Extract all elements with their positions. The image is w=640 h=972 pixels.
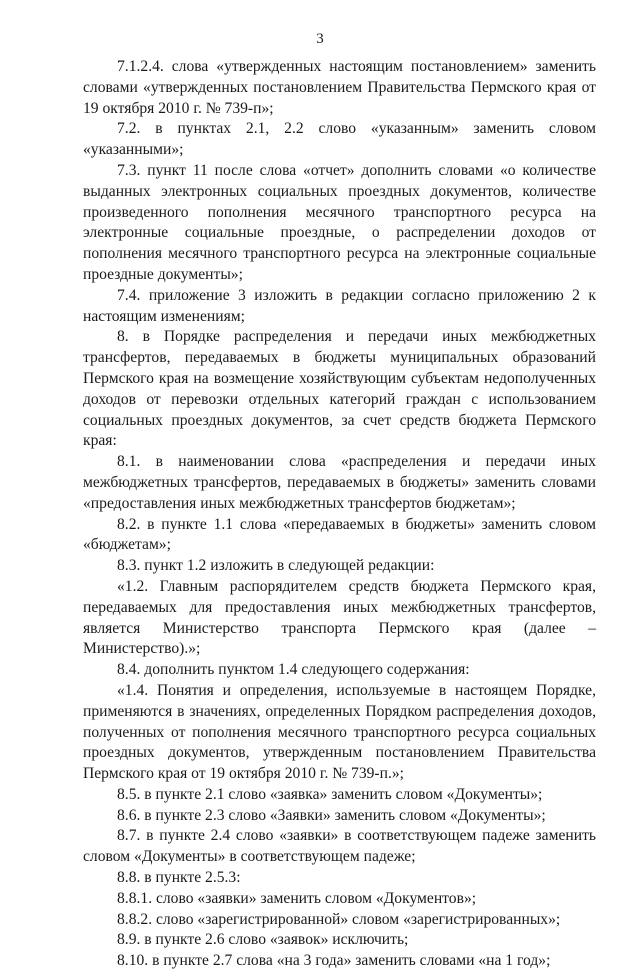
paragraph-8-9: 8.9. в пункте 2.6 слово «заявок» исключить; — [117, 931, 409, 949]
paragraph-8-5: 8.5. в пункте 2.1 слово «заявка» заменить словом «Документы»; — [117, 785, 543, 803]
paragraph-quote-1-2: «1.2. Главным распорядителем средств бюджета Пермского края, передаваемых для предоставления иных межбюджетных трансфертов, является Министерство транспорта Пермского края (далее – Министерство).»; — [83, 577, 596, 658]
paragraph-7-2: 7.2. в пунктах 2.1, 2.2 слово «указанным» заменить словом «указанными»; — [83, 120, 596, 159]
paragraph-8-8-1: 8.8.1. слово «заявки» заменить словом «Документов»; — [117, 889, 477, 907]
paragraph-8-1: 8.1. в наименовании слова «распределения и передачи иных межбюджетных трансфертов, передаваемых в бюджеты» заменить словами «предоставления иных межбюджетных трансфертов бюджетам»; — [83, 453, 596, 512]
paragraph-8-2: 8.2. в пункте 1.1 слова «передаваемых в бюджеты» заменить словом «бюджетам»; — [83, 515, 596, 554]
paragraph-quote-1-4: «1.4. Понятия и определения, используемые в настоящем Порядке, применяются в значениях, определенных Порядком распределения доходов, полученных от пополнения месячного транспортного ресурса социальных проездных документов, утвержденным постановлением Правительства Пермского края от 19 октября 2010 г. № 739-п.»; — [83, 681, 596, 783]
paragraph-8-10: 8.10. в пункте 2.7 слова «на 3 года» заменить словами «на 1 год»; — [117, 952, 551, 970]
paragraph-8-3: 8.3. пункт 1.2 изложить в следующей редакции: — [117, 557, 435, 575]
paragraph-8-8: 8.8. в пункте 2.5.3: — [117, 869, 241, 887]
paragraph-8-4: 8.4. дополнить пунктом 1.4 следующего содержания: — [117, 661, 470, 679]
paragraph-7-1-2-4: 7.1.2.4. слова «утвержденных настоящим постановлением» заменить словами «утвержденных постановлением Правительства Пермского края от 19 октября 2010 г. № 739-п»; — [83, 58, 596, 117]
paragraph-8: 8. в Порядке распределения и передачи иных межбюджетных трансфертов, передаваемых в бюджеты муниципальных образований Пермского края на возмещение хозяйствующим субъектам недополученных доходов от перевозки отдельных категорий граждан с использованием социальных проездных документов, за счет средств бюджета Пермского края: — [83, 328, 596, 450]
document-body — [83, 57, 596, 972]
paragraph-8-7: 8.7. в пункте 2.4 слово «заявки» в соответствующем падеже заменить словом «Документы» в соответствующем падеже; — [83, 827, 596, 866]
paragraph-7-3: 7.3. пункт 11 после слова «отчет» дополнить словами «о количестве выданных электронных социальных проездных документов, количестве произведенного пополнения месячного транспортного ресурса на электронные социальные проездные, о распределении доходов от пополнения месячного транспортного ресурса на электронные социальные проездные документы»; — [83, 161, 596, 283]
page-number: 3 — [316, 31, 324, 47]
paragraph-8-8-2: 8.8.2. слово «зарегистрированной» словом «зарегистрированных»; — [117, 910, 561, 928]
paragraph-7-4: 7.4. приложение 3 изложить в редакции согласно приложению 2 к настоящим изменениям; — [83, 286, 596, 325]
paragraph-8-6: 8.6. в пункте 2.3 слово «Заявки» заменить словом «Документы»; — [117, 806, 546, 824]
